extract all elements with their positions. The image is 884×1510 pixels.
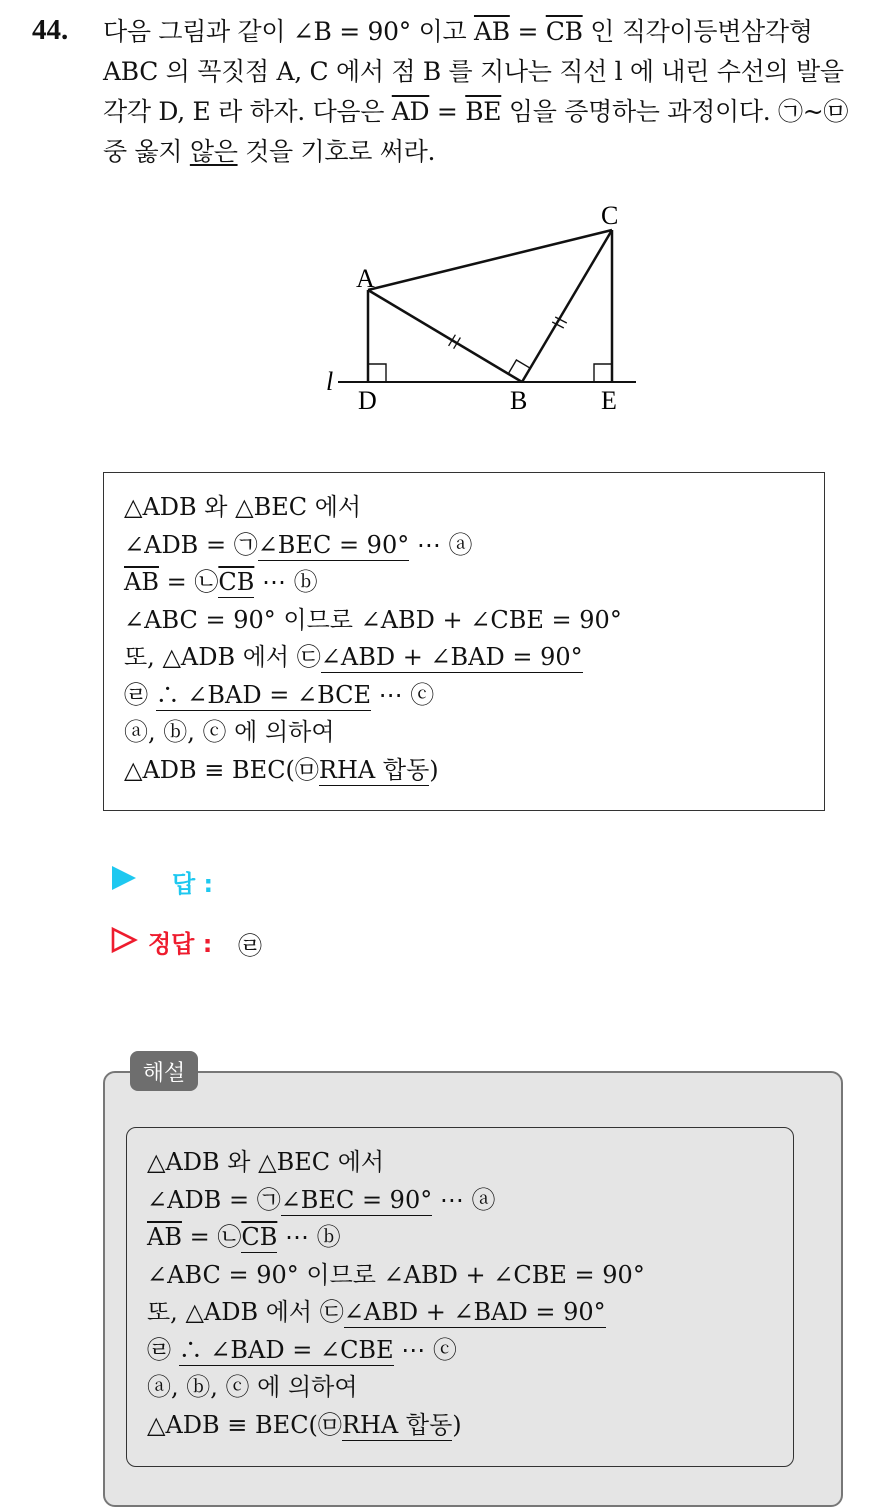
- text: ⋯ ⓑ: [254, 568, 318, 596]
- correct-answer-label: 정답 :: [148, 930, 213, 958]
- proof-line: [124, 564, 622, 602]
- blank-3: ∠ABD + ∠BAD = 90°: [320, 643, 583, 671]
- text: ): [452, 1410, 462, 1439]
- geometry-figure: [300, 195, 660, 425]
- proof-line: [124, 527, 622, 565]
- blank-1: ∠BEC = 90°: [257, 530, 410, 559]
- proof-box: [103, 472, 825, 811]
- explanation-line: [147, 1407, 645, 1445]
- segment-ab: $\overline{AB}$: [473, 17, 510, 46]
- text: = ㉡: [158, 568, 219, 596]
- text: 또, △ADB 에서 ㉢: [124, 643, 321, 671]
- label-a: A: [356, 264, 375, 293]
- explanation-lines: [147, 1144, 645, 1444]
- blank-1: ∠BEC = 90°: [280, 1185, 433, 1214]
- text: 또, △ADB 에서 ㉢: [147, 1298, 344, 1326]
- segment-ab: $\overline{AB}$: [124, 568, 159, 596]
- explanation-line: [147, 1294, 645, 1332]
- text: 중 옳지: [103, 137, 190, 166]
- segment-ad: $\overline{AD}$: [391, 97, 430, 126]
- blank-2: $\overline{CB}$: [241, 1223, 278, 1251]
- text: =: [429, 97, 466, 126]
- segment-ac-line: [368, 230, 612, 290]
- blank-5: RHA 합동: [341, 1410, 453, 1439]
- answer-label: 답 :: [172, 870, 214, 898]
- filled-triangle-icon: [110, 864, 138, 892]
- text: ㉣: [124, 680, 156, 709]
- explanation-line: △ADB 와 △BEC 에서: [147, 1148, 385, 1176]
- text: ⋯ ⓐ: [432, 1185, 496, 1214]
- question-line-3: [103, 92, 863, 132]
- proof-line: [124, 677, 622, 715]
- text: = ㉡: [181, 1223, 242, 1251]
- segment-cb: $\overline{CB}$: [545, 17, 583, 46]
- proof-line: △ADB 와 △BEC 에서: [124, 493, 362, 521]
- text: ⋯ ⓐ: [409, 530, 473, 559]
- explanation-line: [147, 1182, 645, 1220]
- label-l: l: [326, 367, 334, 396]
- text: ∠ADB = ㉠: [147, 1185, 281, 1214]
- blank-5: RHA 합동: [318, 755, 430, 784]
- text: ⋯ ⓒ: [371, 680, 435, 709]
- segment-bc-line: [522, 230, 612, 382]
- explanation-tab: 해설: [130, 1051, 198, 1091]
- question-number: 44.: [32, 14, 69, 46]
- text: ∠ADB = ㉠: [124, 530, 258, 559]
- question-line-2: ABC 의 꼭짓점 A, C 에서 점 B 를 지나는 직선 l 에 내린 수선의 발을: [103, 57, 844, 86]
- label-c: C: [601, 201, 619, 230]
- segment-ab: $\overline{AB}$: [147, 1223, 182, 1251]
- label-e: E: [601, 386, 617, 415]
- explanation-line: ∠ABC = 90° 이므로 ∠ABD + ∠CBE = 90°: [147, 1260, 645, 1289]
- question-text: [103, 12, 863, 172]
- explanation-line: ⓐ, ⓑ, ⓒ 에 의하여: [147, 1373, 358, 1401]
- segment-be: $\overline{BE}$: [465, 97, 502, 126]
- text: ⋯ ⓒ: [393, 1335, 457, 1364]
- outline-triangle-icon: [110, 926, 138, 954]
- explanation-box: [126, 1127, 794, 1467]
- text: ㉣: [147, 1335, 179, 1364]
- explanation-line: [147, 1219, 645, 1257]
- right-angle-mark-e: [594, 364, 612, 382]
- text: =: [509, 17, 546, 46]
- blank-2: $\overline{CB}$: [218, 568, 255, 596]
- explanation-line: [147, 1332, 645, 1370]
- right-angle-mark-d: [368, 364, 386, 382]
- segment-ab-line: [368, 290, 522, 382]
- label-b: B: [510, 386, 528, 415]
- text: △ADB ≡ BEC(㉤: [124, 755, 319, 784]
- proof-line: ⓐ, ⓑ, ⓒ 에 의하여: [124, 718, 335, 746]
- label-d: D: [358, 386, 377, 415]
- text: 임을 증명하는 과정이다. ㉠~㉤: [501, 97, 849, 126]
- text: 인 직각이등변삼각형: [582, 17, 813, 46]
- blank-4: ∴ ∠BAD = ∠BCE: [155, 680, 372, 709]
- question-line-1: [103, 12, 863, 52]
- correct-answer-value: ㉣: [238, 932, 262, 960]
- text: 것을 기호로 써라.: [237, 137, 436, 166]
- emphasis-underline: 않은: [189, 137, 238, 166]
- proof-lines: [124, 489, 622, 789]
- proof-line: [124, 639, 622, 677]
- proof-line: [124, 752, 622, 790]
- proof-line: ∠ABC = 90° 이므로 ∠ABD + ∠CBE = 90°: [124, 605, 622, 634]
- question-line-4: [103, 132, 863, 172]
- text: ⋯ ⓑ: [277, 1223, 341, 1251]
- text: ): [429, 755, 439, 784]
- text: △ADB ≡ BEC(㉤: [147, 1410, 342, 1439]
- blank-3: ∠ABD + ∠BAD = 90°: [343, 1298, 606, 1326]
- text: 다음 그림과 같이 ∠B = 90° 이고: [103, 17, 474, 46]
- text: 각각 D, E 라 하자. 다음은: [103, 97, 392, 126]
- blank-4: ∴ ∠BAD = ∠CBE: [178, 1335, 394, 1364]
